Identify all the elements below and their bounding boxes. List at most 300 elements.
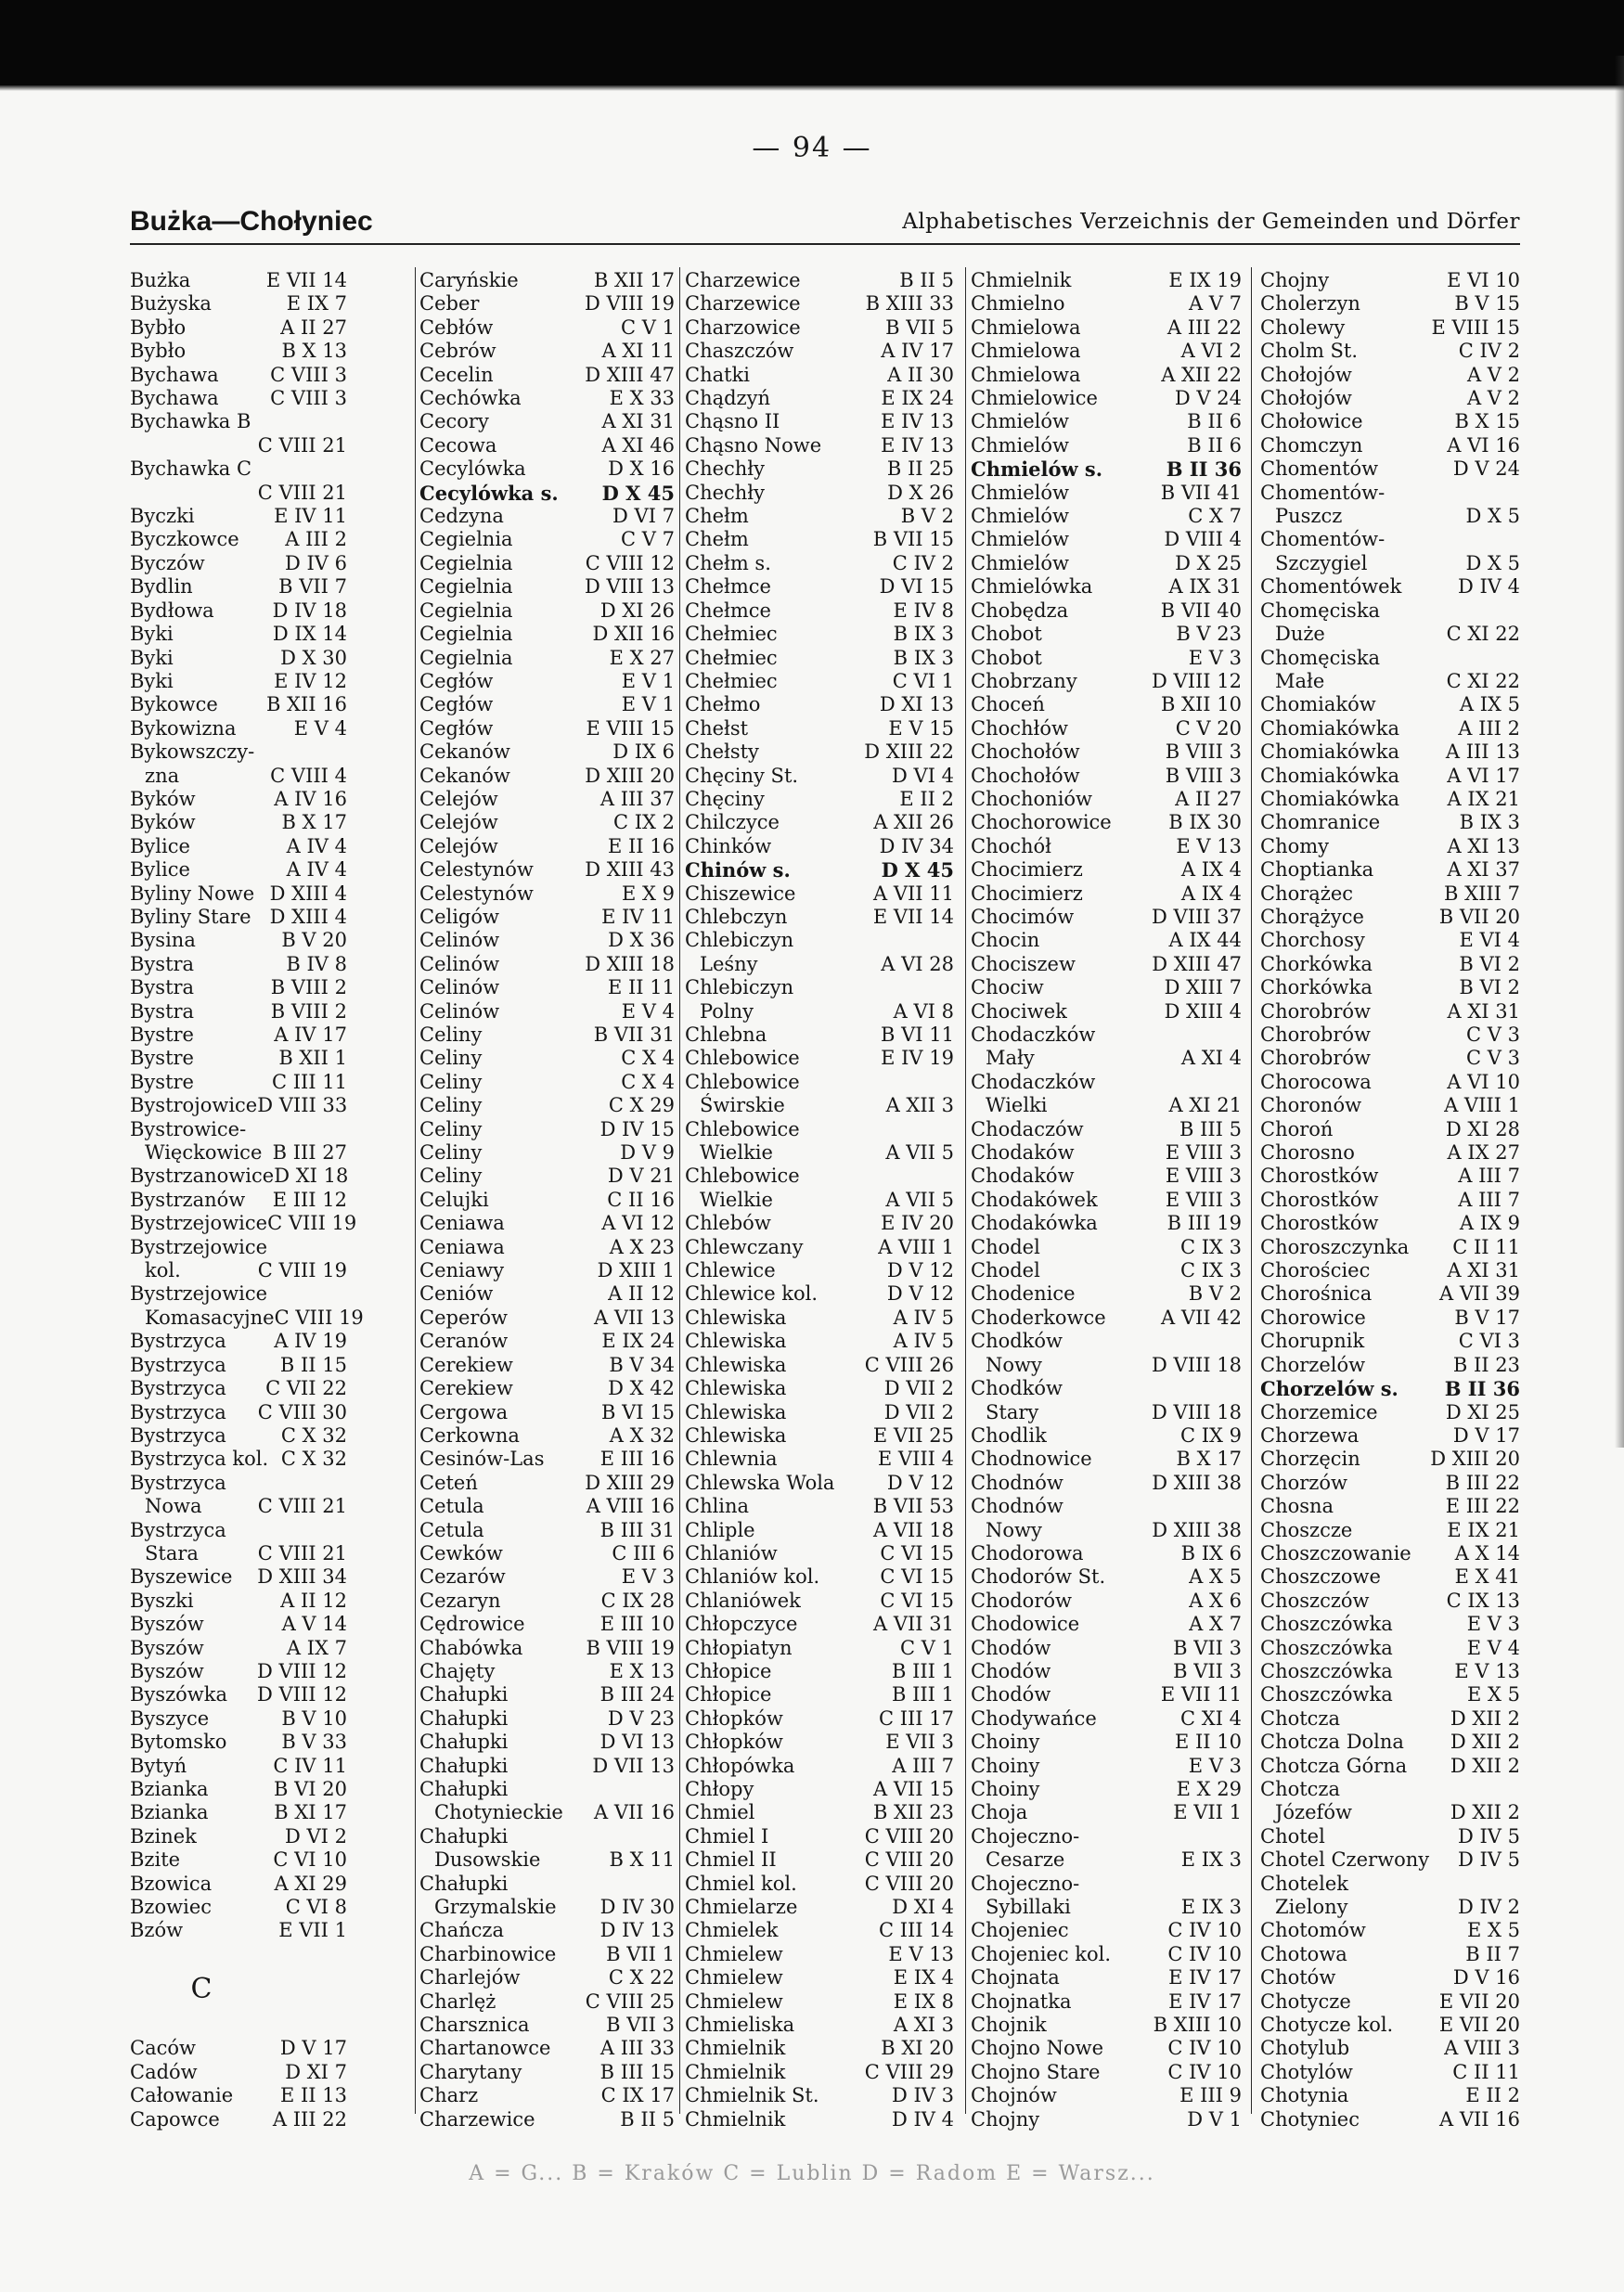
place-name: Choroń: [1260, 1117, 1334, 1140]
grid-reference: E V 3: [1188, 646, 1242, 669]
place-name: Chodków: [971, 1330, 1063, 1353]
grid-reference: D V 12: [886, 1471, 954, 1494]
index-entry: [130, 1707, 347, 1731]
place-name: Celujki: [419, 1188, 489, 1211]
place-name: Cegielnia: [419, 623, 513, 646]
place-name: Chodorów St.: [971, 1565, 1106, 1589]
index-entry: [1260, 811, 1520, 834]
place-name: Ceniów: [419, 1282, 494, 1306]
index-column-5: [1260, 269, 1520, 2131]
index-entry: [130, 434, 347, 457]
grid-reference: E IX 3: [1180, 1896, 1242, 1919]
grid-reference: C IX 2: [612, 811, 675, 834]
place-name: Bychawka B: [130, 410, 251, 433]
place-name: Charz: [419, 2084, 479, 2107]
grid-reference: A XI 11: [601, 340, 675, 363]
grid-reference: E X 27: [609, 646, 675, 669]
grid-reference: D IX 14: [272, 623, 347, 646]
index-entry: [1260, 1755, 1520, 1778]
index-entry: [419, 953, 675, 976]
grid-reference: C IX 3: [1179, 1235, 1242, 1258]
index-entry: [130, 1047, 347, 1070]
index-entry: [130, 740, 347, 764]
index-entry: [685, 1354, 954, 1377]
grid-reference: A VII 42: [1161, 1306, 1242, 1329]
place-name: Celigów: [419, 905, 499, 928]
index-entry: [685, 528, 954, 551]
grid-reference: D VI 15: [879, 575, 954, 599]
place-name: Sybillaki: [986, 1896, 1071, 1919]
index-entry: [971, 1047, 1242, 1070]
index-entry: [1260, 387, 1520, 410]
grid-reference: E II 2: [899, 787, 954, 810]
place-name: Chmielów: [971, 410, 1069, 433]
place-name: Charzowice: [685, 315, 801, 339]
index-entry: [685, 693, 954, 716]
index-entry: [130, 1873, 347, 1896]
place-name: Bystrzejowice: [130, 1212, 268, 1235]
grid-reference: A III 22: [1166, 315, 1242, 339]
place-name: Leśny: [700, 952, 758, 975]
grid-reference: E III 22: [1445, 1495, 1520, 1518]
place-name: Chobot: [971, 646, 1042, 669]
grid-reference: D XIII 4: [269, 905, 347, 928]
place-name: Cebłów: [419, 315, 494, 339]
index-entry: [685, 1071, 954, 1094]
place-name: Chlebiczyn: [685, 929, 794, 952]
index-entry: [971, 1731, 1242, 1754]
place-name: Chmielew: [685, 1966, 783, 1989]
place-name: Cegłów: [419, 669, 494, 692]
place-name: Chałupki: [419, 1754, 509, 1777]
index-entry: [971, 953, 1242, 976]
place-name: Chochoniów: [971, 787, 1093, 810]
place-name: Byków: [130, 811, 196, 834]
grid-reference: A III 37: [599, 787, 675, 810]
index-entry: [130, 1212, 357, 1235]
grid-reference: A II 12: [280, 1589, 347, 1612]
grid-reference: E IV 17: [1168, 1989, 1242, 2013]
grid-reference: E IX 21: [1447, 1518, 1520, 1541]
grid-reference: D XIII 18: [585, 952, 675, 975]
grid-reference: E V 3: [621, 1565, 675, 1589]
index-column-3: [685, 269, 954, 2131]
place-name: Polny: [700, 999, 754, 1023]
place-name: Bzinek: [130, 1824, 197, 1848]
place-name: Chiszewice: [685, 882, 796, 905]
grid-reference: C IX 9: [1179, 1423, 1242, 1447]
place-name: Cesinów-Las: [419, 1448, 545, 1471]
place-name: Chłopiatyn: [685, 1636, 793, 1659]
index-entry: [130, 1259, 347, 1282]
place-name: Celiny: [419, 1165, 483, 1188]
grid-reference: B VIII 3: [1165, 740, 1242, 764]
index-entry: [419, 552, 675, 575]
index-entry: [685, 1495, 954, 1518]
place-name: Bzianka: [130, 1801, 209, 1824]
index-entry: [419, 740, 675, 764]
scan-top-border: [0, 0, 1624, 85]
place-name: Celejów: [419, 787, 498, 810]
grid-reference: D XI 25: [1445, 1400, 1520, 1423]
grid-reference: E V 13: [1176, 834, 1242, 857]
place-name: Cegielnia: [419, 646, 513, 669]
index-entry: [685, 1966, 954, 1989]
place-name: Chełsty: [685, 740, 759, 764]
grid-reference: A V 14: [281, 1613, 347, 1636]
grid-reference: B VI 20: [274, 1778, 347, 1800]
index-entry: [419, 1282, 675, 1306]
place-name: Ceniawa: [419, 1212, 505, 1235]
index-entry: [419, 2014, 675, 2037]
place-name: Chmielowa: [971, 315, 1081, 339]
index-entry: [685, 269, 954, 292]
place-name: Caców: [130, 2037, 196, 2060]
grid-reference: D VIII 12: [257, 1683, 347, 1706]
place-name: Chorzęcin: [1260, 1448, 1360, 1471]
place-name: Chartanowce: [419, 2037, 551, 2060]
grid-reference: B V 15: [1454, 292, 1520, 315]
index-entry: [419, 1424, 675, 1448]
index-entry: [130, 1401, 347, 1424]
grid-reference: A II 12: [608, 1282, 675, 1306]
index-entry: [971, 364, 1242, 387]
place-name: Chodowice: [971, 1613, 1080, 1636]
index-column-4: [971, 269, 1242, 2131]
grid-reference: C VI 1: [892, 669, 954, 692]
grid-reference: A VI 10: [1447, 1070, 1520, 1093]
grid-reference: E V 4: [621, 999, 675, 1023]
index-entry: [971, 647, 1242, 670]
page-number: — 94 —: [752, 132, 872, 164]
grid-reference: B IX 3: [893, 623, 954, 646]
grid-reference: D V 24: [1174, 387, 1242, 410]
grid-reference: D XIII 1: [597, 1259, 675, 1282]
grid-reference: B V 17: [1454, 1306, 1520, 1329]
grid-reference: D X 30: [280, 646, 347, 669]
index-entry: [971, 1401, 1242, 1424]
index-entry: [685, 1259, 954, 1282]
place-name: Chlebowice: [685, 1047, 800, 1070]
index-entry: [130, 929, 347, 952]
index-entry: [419, 292, 675, 315]
place-name: Chłopy: [685, 1778, 754, 1800]
index-entry: [1260, 575, 1520, 599]
place-name: Mały: [986, 1047, 1035, 1070]
grid-reference: E V 15: [888, 716, 954, 740]
place-name: Bzowica: [130, 1872, 213, 1895]
index-entry: [130, 2108, 347, 2131]
index-entry: [1260, 717, 1520, 740]
grid-reference: D XIII 38: [1152, 1471, 1242, 1494]
index-entry: [685, 457, 954, 481]
place-name: Chojeczno-: [971, 1872, 1080, 1895]
place-name: Chomiakówka: [1260, 787, 1399, 810]
grid-reference: D XIII 38: [1152, 1518, 1242, 1541]
grid-reference: C VIII 4: [270, 764, 347, 787]
index-entry: [1260, 1189, 1520, 1212]
index-entry: [685, 1189, 954, 1212]
grid-reference: A III 7: [892, 1754, 954, 1777]
index-entry: [1260, 1282, 1520, 1306]
index-entry: [130, 1801, 347, 1824]
place-name: Bydlin: [130, 575, 193, 599]
place-name: Cezarów: [419, 1565, 506, 1589]
place-name: Chochołów: [971, 764, 1080, 787]
index-entry: [971, 2037, 1242, 2060]
index-entry: [419, 1236, 675, 1259]
grid-reference: C IX 13: [1446, 1589, 1520, 1612]
place-name: Ceber: [419, 292, 480, 315]
grid-reference: C VI 15: [880, 1589, 954, 1612]
index-entry: [971, 528, 1242, 551]
grid-reference: D IV 15: [599, 1117, 675, 1140]
index-entry: [1260, 1683, 1520, 1706]
grid-reference: E X 13: [609, 1659, 675, 1682]
index-entry: [1260, 1873, 1520, 1896]
grid-reference: A IV 5: [893, 1330, 954, 1353]
grid-reference: A IX 21: [1447, 787, 1520, 810]
place-name: Chotylub: [1260, 2037, 1350, 2060]
place-name: Bystrojowice: [130, 1094, 258, 1117]
grid-reference: E VIII 3: [1165, 1141, 1242, 1165]
index-entry: [1260, 1848, 1520, 1872]
place-name: Cetula: [419, 1518, 484, 1541]
index-entry: [685, 1212, 954, 1235]
place-name: Chojnik: [971, 2014, 1047, 2037]
grid-reference: A XI 3: [893, 2014, 954, 2037]
grid-reference: D X 5: [1465, 505, 1520, 528]
index-entry: [419, 1990, 675, 2014]
grid-reference: B V 34: [609, 1353, 675, 1376]
index-entry: [1260, 1472, 1520, 1495]
index-entry: [1260, 1424, 1520, 1448]
index-entry: [1260, 1637, 1520, 1660]
grid-reference: E III 16: [599, 1448, 675, 1471]
index-entry: [1260, 2037, 1520, 2060]
grid-reference: D X 45: [881, 858, 954, 882]
place-name: Celestynów: [419, 882, 534, 905]
grid-reference: D XI 28: [1445, 1117, 1520, 1140]
index-entry: [419, 1873, 675, 1896]
index-entry: [130, 1000, 347, 1024]
place-name: Chlebiczyn: [685, 976, 794, 999]
grid-reference: A IX 31: [1168, 575, 1242, 599]
place-name: Chorostków: [1260, 1212, 1379, 1235]
index-entry: [971, 1307, 1242, 1330]
index-entry: [685, 552, 954, 575]
grid-reference: A VI 28: [881, 952, 954, 975]
place-name: Chechły: [685, 481, 765, 504]
place-name: Chmielew: [685, 1942, 783, 1965]
index-entry: [130, 1565, 347, 1589]
place-name: Chorzelów: [1260, 1353, 1366, 1376]
grid-reference: B VIII 2: [270, 999, 347, 1023]
place-name: Chorobrów: [1260, 1024, 1372, 1046]
place-name: Celiny: [419, 1047, 483, 1070]
grid-reference: A VIII 3: [1444, 2037, 1520, 2060]
section-letter: C: [190, 1973, 213, 2006]
grid-reference: C IV 10: [1167, 1942, 1242, 1965]
index-entry: [419, 340, 675, 363]
grid-reference: C XI 22: [1446, 623, 1520, 646]
index-entry: [971, 693, 1242, 716]
grid-reference: B XI 20: [881, 2037, 954, 2060]
index-entry: [130, 410, 347, 433]
index-entry: [1260, 1565, 1520, 1589]
grid-reference: D IV 5: [1457, 1824, 1520, 1848]
place-name: Dusowskie: [434, 1848, 541, 1872]
grid-reference: C X 4: [621, 1047, 675, 1070]
grid-reference: E II 11: [608, 976, 675, 999]
place-name: Cędrowice: [419, 1613, 525, 1636]
place-name: Chodenice: [971, 1282, 1076, 1306]
place-name: Chłopice: [685, 1659, 772, 1682]
place-name: Chodakówka: [971, 1212, 1098, 1235]
grid-reference: E X 29: [1176, 1778, 1242, 1800]
place-name: Cekanów: [419, 740, 510, 764]
index-entry: [419, 1212, 675, 1235]
index-entry: [685, 505, 954, 528]
grid-reference: D XII 2: [1450, 1731, 1520, 1754]
index-entry: [419, 1565, 675, 1589]
index-entry: [130, 1141, 347, 1165]
index-entry: [419, 387, 675, 410]
index-entry: [130, 1330, 347, 1353]
index-entry: [685, 1613, 954, 1636]
place-name: Chlewnia: [685, 1448, 778, 1471]
grid-reference: B VI 15: [601, 1400, 675, 1423]
index-entry: [1260, 482, 1520, 505]
grid-reference: C IV 10: [1167, 2037, 1242, 2060]
place-name: Małe: [1275, 669, 1325, 692]
index-entry: [971, 2084, 1242, 2107]
index-entry: [685, 1307, 954, 1330]
grid-reference: B XII 23: [872, 1801, 954, 1824]
place-name: Choiny: [971, 1778, 1040, 1800]
grid-reference: C X 22: [608, 1966, 675, 1989]
grid-reference: B XIII 33: [865, 292, 954, 315]
grid-reference: C VIII 30: [257, 1400, 347, 1423]
grid-reference: A III 7: [1458, 1188, 1520, 1211]
place-name: Chlebna: [685, 1024, 767, 1046]
grid-reference: E IX 3: [1180, 1848, 1242, 1872]
grid-reference: C VI 15: [880, 1541, 954, 1564]
place-name: Choszczowanie: [1260, 1541, 1411, 1564]
grid-reference: E VIII 3: [1165, 1165, 1242, 1188]
grid-reference: B II 25: [886, 457, 954, 481]
index-entry: [419, 623, 675, 646]
index-entry: [1260, 1000, 1520, 1024]
place-name: Ceniawy: [419, 1259, 505, 1282]
grid-reference: E VII 1: [278, 1919, 347, 1942]
place-name: Chorobrów: [1260, 1047, 1372, 1070]
place-name: Bystra: [130, 952, 195, 975]
index-entry: [685, 623, 954, 646]
grid-reference: E IV 17: [1168, 1966, 1242, 1989]
grid-reference: D XIII 4: [269, 882, 347, 905]
index-entry: [685, 1848, 954, 1872]
index-entry: [685, 1472, 954, 1495]
place-name: Chańcza: [419, 1919, 504, 1942]
place-name: Chomentów-: [1260, 481, 1386, 504]
index-entry: [1260, 1118, 1520, 1141]
place-name: Caryńskie: [419, 269, 519, 291]
index-entry: [130, 1448, 347, 1471]
place-name: Chomiakówka: [1260, 764, 1399, 787]
place-name: Choszczówka: [1260, 1659, 1393, 1682]
index-entry: [685, 1165, 954, 1188]
place-name: Byszki: [130, 1589, 194, 1612]
index-entry: [130, 1919, 347, 1942]
index-entry: [1260, 1401, 1520, 1424]
grid-reference: D V 23: [607, 1706, 675, 1730]
index-entry: [130, 482, 347, 505]
index-entry: [419, 482, 675, 505]
grid-reference: D IX 6: [612, 740, 675, 764]
place-name: Chołowice: [1260, 410, 1363, 433]
place-name: Chinków: [685, 834, 772, 857]
grid-reference: D V 12: [886, 1259, 954, 1282]
grid-reference: B X 15: [1454, 410, 1520, 433]
place-name: Byszów: [130, 1613, 204, 1636]
index-entry: [419, 1354, 675, 1377]
index-entry: [971, 1282, 1242, 1306]
index-entry: [685, 670, 954, 693]
place-name: Chodów: [971, 1659, 1051, 1682]
place-name: Celinów: [419, 952, 500, 975]
place-name: Chlebowice: [685, 1165, 800, 1188]
index-entry: [130, 528, 347, 551]
index-entry: [971, 1896, 1242, 1919]
place-name: Chodnów: [971, 1495, 1063, 1518]
place-name: Celiny: [419, 1117, 483, 1140]
index-entry: [1260, 1707, 1520, 1731]
index-entry: [1260, 693, 1520, 716]
place-name: Chotcza: [1260, 1778, 1341, 1800]
index-entry: [419, 410, 675, 433]
place-name: Chmielnik: [685, 2107, 786, 2131]
place-name: Szczygiel: [1275, 551, 1368, 574]
grid-reference: A III 2: [1458, 716, 1520, 740]
place-name: Chlebowice: [685, 1070, 800, 1093]
grid-reference: B XII 17: [593, 269, 675, 291]
place-name: Bystra: [130, 999, 195, 1023]
place-name: Cegłów: [419, 716, 494, 740]
place-name: Chobędza: [971, 599, 1069, 622]
grid-reference: D V 21: [607, 1165, 675, 1188]
index-entry: [685, 1943, 954, 1966]
index-entry: [971, 1707, 1242, 1731]
index-entry: [971, 1778, 1242, 1801]
column-divider: [1251, 267, 1252, 2114]
index-entry: [130, 316, 347, 340]
grid-reference: A VI 16: [1447, 433, 1520, 457]
grid-reference: C VIII 3: [270, 387, 347, 410]
grid-reference: A IX 7: [286, 1636, 347, 1659]
place-name: Bytyń: [130, 1754, 187, 1777]
grid-reference: E IX 7: [286, 292, 347, 315]
grid-reference: A XI 31: [1447, 999, 1520, 1023]
grid-reference: D V 1: [1187, 2107, 1242, 2131]
index-entry: [1260, 1613, 1520, 1636]
grid-reference: D XIII 29: [585, 1471, 675, 1494]
grid-reference: A XI 13: [1447, 834, 1520, 857]
index-entry: [419, 1637, 675, 1660]
grid-reference: D XIII 47: [585, 363, 675, 386]
place-name: Bużyska: [130, 292, 212, 315]
place-name: Chlaniów kol.: [685, 1565, 820, 1589]
